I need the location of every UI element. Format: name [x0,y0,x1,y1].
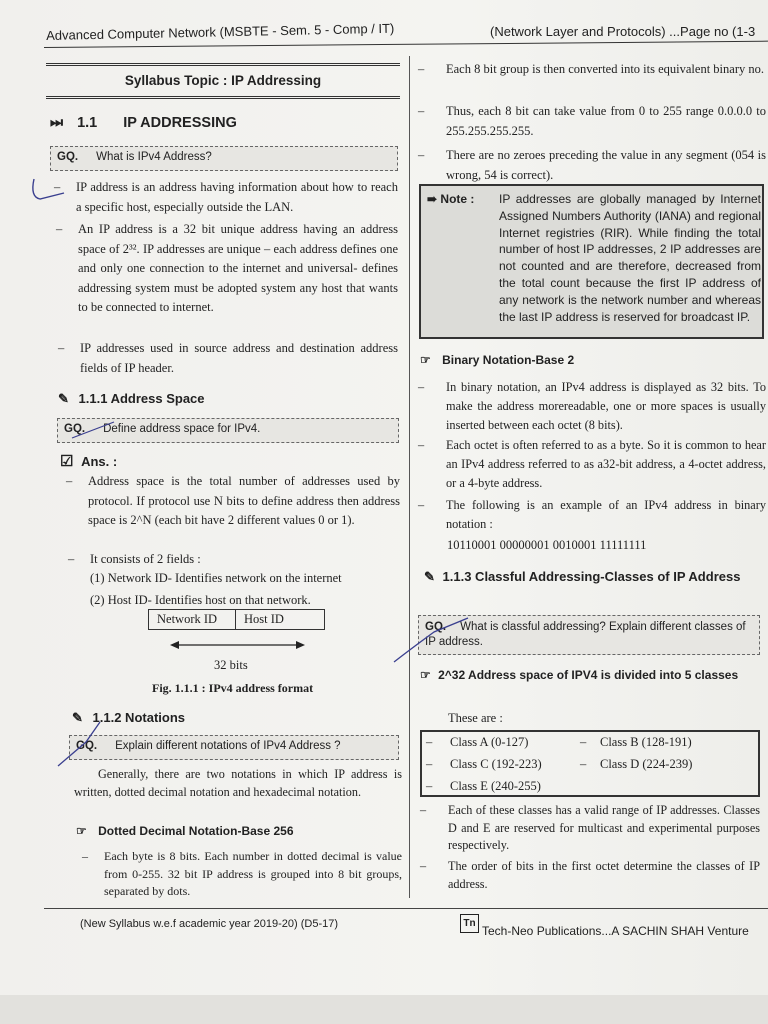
bullet-dash: – [54,180,61,194]
note-label: ➠ Note : [427,192,475,206]
bits-arrow [170,638,305,652]
class-a: Class A (0-127) [450,735,529,749]
header-rule [44,41,768,48]
paragraph-range: – Thus, each 8 bit can take value from 0 to 255 range 0.0.0.0 to 255.255.255.255. [418,104,766,138]
bullet-dash: – [418,104,425,118]
pointing-hand-icon: ☞ [420,668,431,682]
bullet-dash: – [418,380,425,394]
running-header-left: Advanced Computer Network (MSBTE - Sem. 5 - Comp / IT) [46,20,395,43]
pointing-hand-icon: ☞ [76,824,87,838]
pointing-hand-icon: ☞ [420,353,431,367]
network-id-cell: Network ID [149,610,236,630]
bullet-dash: – [82,849,88,863]
binary-example: 10110001 00000001 0010001 11111111 [447,538,647,552]
subsection-5-classes: ☞ 2^32 Address space of IPV4 is divided into 5 classes [420,668,739,682]
paragraph-32bit: – An IP address is a 32 bit unique address having an address space of 2³². IP addresses are unique – each address defines one and only one connection to the internet and universal- defines addressing system must be adopted system any host that wants to be connected to internet. [56,222,398,314]
gq-text: Explain different notations of IPv4 Address ? [115,740,341,752]
column-divider [409,56,410,898]
bullet-dash: – [68,552,75,566]
bullet-dash: – [418,62,425,76]
figure-caption: Fig. 1.1.1 : IPv4 address format [152,681,314,695]
section-marker-icon: ⏭ [50,115,64,131]
paragraph-bit-order: – The order of bits in the first octet determine the classes of IP address. [420,859,760,891]
paragraph-ip-address: – IP address is an address having information about how to reach a specific host, especially outside the LAN. [54,180,398,214]
running-header-right: (Network Layer and Protocols) ...Page no (1-3 [490,24,756,39]
paragraph-class-ranges: – Each of these classes has a valid range of IP addresses. Classes D and E are reserved for multicast and experimental purposes respectively. [420,803,760,852]
bullet-dash: – [420,859,427,873]
subsection-dotted-decimal: ☞ Dotted Decimal Notation-Base 256 [76,824,294,838]
pen-mark-4 [392,612,472,666]
bullet-dash: – [56,222,63,236]
gq-text: What is classful addressing? Explain different classes of IP address. [425,621,746,648]
section-heading [48,114,400,132]
class-e: Class E (240-255) [450,779,541,793]
bullet-dash: – [66,474,73,488]
subsection-binary-notation: ☞ Binary Notation-Base 2 [420,353,575,367]
paragraph-dotted-decimal: – Each byte is 8 bits. Each number in dotted decimal is value from 0-255. 32 bit IP address is grouped into 8 bit groups, separated by dots. [82,849,402,898]
gq-text: What is IPv4 Address? [96,151,212,163]
subsection-address-space: ✎ 1.1.1 Address Space [58,391,205,406]
publisher-logo: Tn [460,914,479,933]
section-title: IP ADDRESSING [123,115,237,131]
paragraph-address-space: – Address space is the total number of addresses used by protocol. If protocol use N bits to define address then address space is 2^N (each bit have 2 different values 0 or 1). [66,474,400,527]
answer-label: ☑ Ans. : [60,453,118,470]
bullet-dash: – [420,803,427,817]
bullet-dash: – [58,341,65,355]
bullet-dash: – [418,438,425,452]
paragraph-fields: – It consists of 2 fields : [90,550,390,570]
subsection-classful: ✎ 1.1.3 Classful Addressing-Classes of IP Address [424,569,741,584]
guided-question-1 [50,146,398,171]
section-number: 1.1 [77,115,98,131]
guided-question-3 [69,735,399,760]
paragraph-zeroes: – There are no zeroes preceding the value in any segment (054 is wrong, 54 is correct). [418,148,766,182]
pen-mark-2 [70,418,120,442]
note-text: IP addresses are globally managed by Internet Assigned Numbers Authority (IANA) and regional Internet registries (RIR). While finding the total number of host IP addresses, 2 IP addresses are not counted and are therefore, decreased from the total count because the first IP address of any network is the network number and whereas the last IP address is reserved for broadcast IP. [499,192,761,324]
note-box [419,184,764,339]
ipv4-format-figure [148,609,325,630]
gq-label: GQ. [57,151,79,163]
field-host-id: (2) Host ID- Identifies host on that network. [90,593,311,607]
these-are-label: These are : [448,711,503,725]
syllabus-topic-box: Syllabus Topic : IP Addressing [46,63,400,99]
class-c: Class C (192-223) [450,757,542,771]
pencil-icon: ✎ [58,391,69,406]
bullet-dash: – [418,498,425,512]
paragraph-binary-notation: – In binary notation, an IPv4 address is displayed as 32 bits. To make the address morereadable, one or more spaces is usually inserted between each octet (8 bits). [418,380,766,432]
footer-edition: (New Syllabus w.e.f academic year 2019-20) (D5-17) [80,918,339,930]
gq-label: GQ. [76,740,98,752]
gq-label: GQ. [64,423,86,435]
arrow-icon: ➠ [427,192,438,206]
paragraph-octet: – Each octet is often referred to as a byte. So it is common to hear an IPv4 address referred to as a32-bit address, a 4-octet address, or a 4-byte address. [418,438,766,490]
subsection-notations: ✎ 1.1.2 Notations [72,710,185,725]
pencil-icon: ✎ [72,710,83,725]
paragraph-binary-conversion: – Each 8 bit group is then converted into its equivalent binary no. [446,60,766,80]
checkbox-icon: ☑ [60,453,74,470]
footer-publisher: Tech-Neo Publications...A SACHIN SHAH Venture [482,924,749,938]
paragraph-header-fields: – IP addresses used in source address and destination address fields of IP header. [58,341,398,375]
pencil-icon: ✎ [424,569,435,584]
footer-rule [44,908,768,909]
figure-bits-label: 32 bits [214,658,248,672]
bullet-dash: – [418,148,425,162]
classes-box: – Class A (0-127) – Class B (128-191) – Class C (192-223) – Class D (224-239) – Class E (240-255) [420,730,760,797]
class-b: Class B (128-191) [600,735,692,749]
paragraph-notations: Generally, there are two notations in which IP address is written, dotted decimal notation and hexadecimal notation. [74,767,402,799]
page-bottom-edge [0,995,768,1024]
field-network-id: (1) Network ID- Identifies network on the internet [90,571,342,585]
gq-text: Define address space for IPv4. [103,423,261,435]
pen-mark-3 [56,720,106,770]
class-d: Class D (224-239) [600,757,693,771]
paragraph-example: – The following is an example of an IPv4 address in binary notation : [418,498,766,531]
host-id-cell: Host ID [236,610,325,630]
gq-label: GQ. [425,621,447,633]
pen-mark-1 [30,175,70,205]
